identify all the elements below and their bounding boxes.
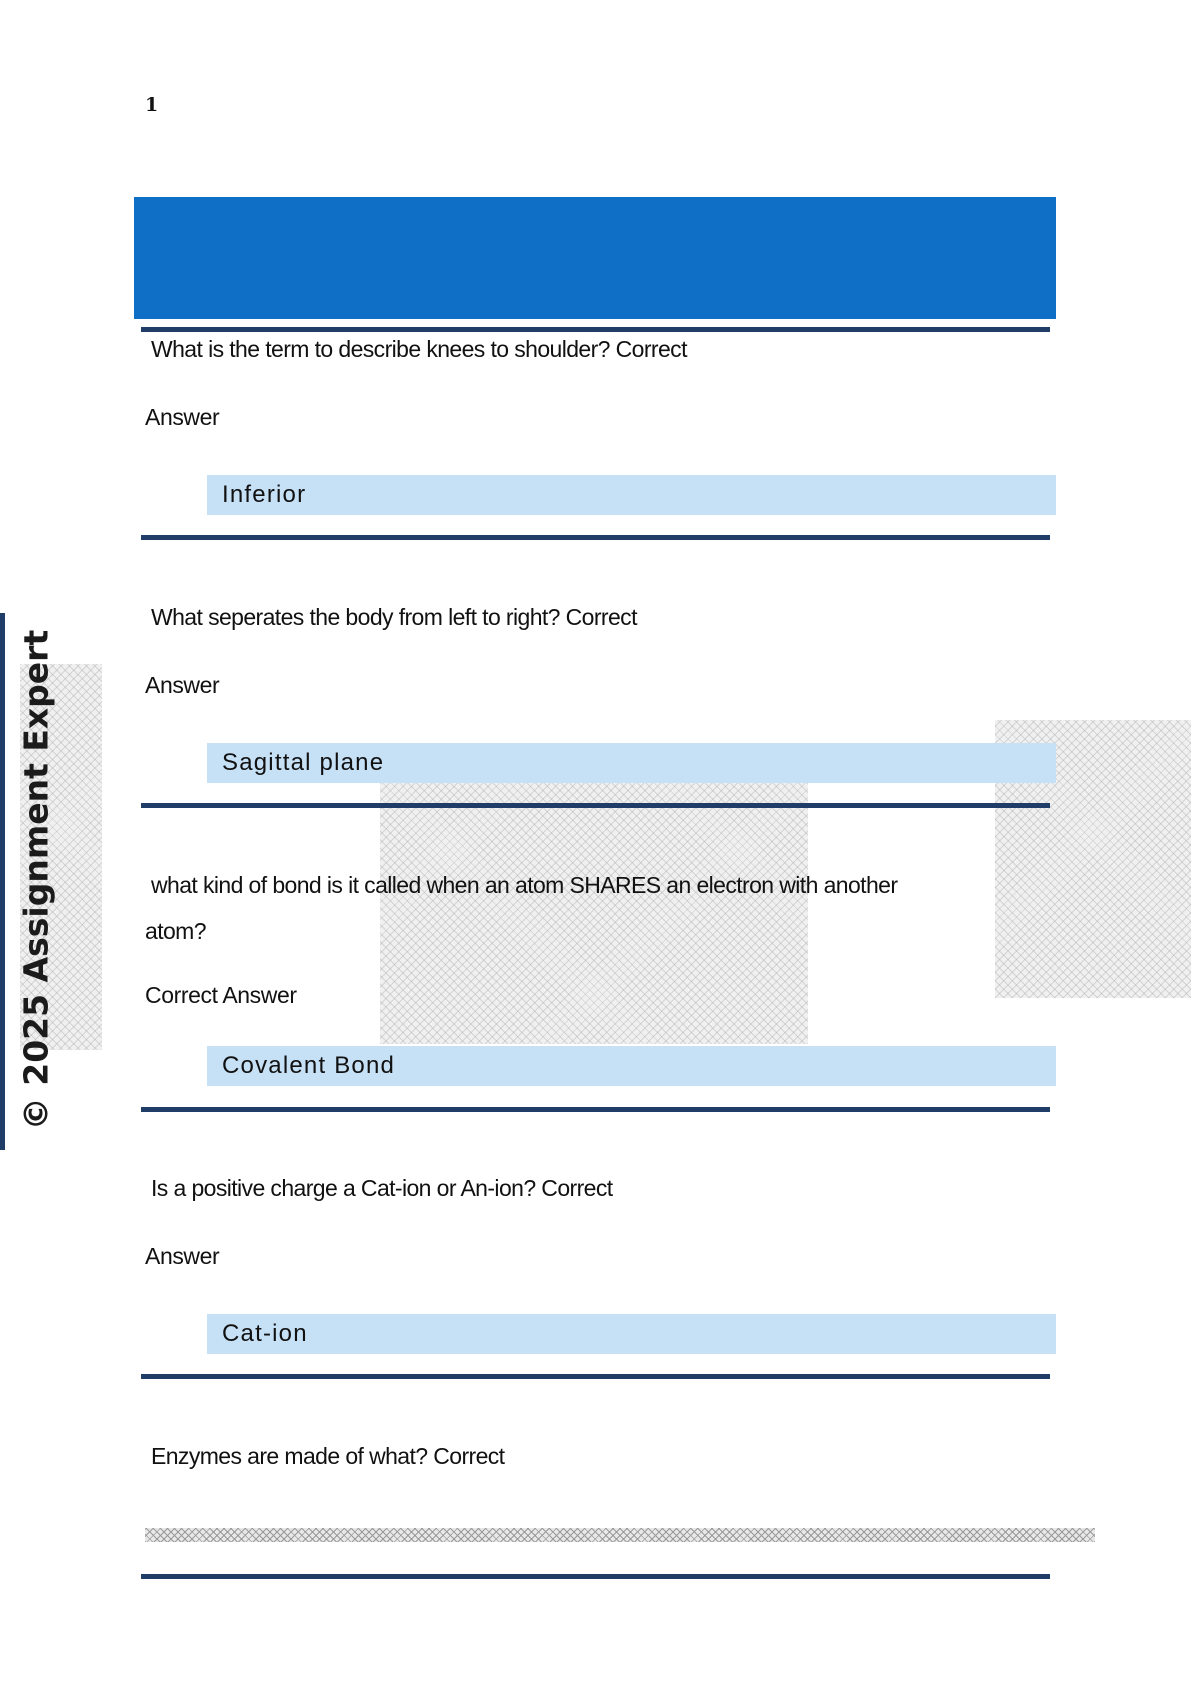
question-text: Enzymes are made of what? Correct [151, 1443, 505, 1469]
divider-rule [141, 1574, 1050, 1579]
answer-text: Cat-ion [222, 1320, 308, 1347]
header-band [134, 197, 1056, 319]
divider-rule [141, 803, 1050, 808]
answer-text: Sagittal plane [222, 749, 385, 776]
divider-rule [141, 535, 1050, 540]
question-text: What seperates the body from left to right? Correct [151, 604, 637, 630]
answer-text: Covalent Bond [222, 1052, 396, 1079]
answer-label: Correct Answer [145, 982, 297, 1008]
divider-rule [141, 1374, 1050, 1379]
answer-box [207, 1046, 1056, 1086]
question-text: What is the term to describe knees to shoulder? Correct [151, 336, 687, 362]
answer-box [207, 475, 1056, 515]
divider-rule [141, 327, 1050, 332]
answer-box [207, 1314, 1056, 1354]
redacted-answer-strip [145, 1528, 1095, 1542]
watermark-bar [0, 613, 5, 1150]
question-text: what kind of bond is it called when an atom SHARES an electron with another [151, 872, 898, 898]
answer-label: Answer [145, 672, 220, 698]
question-text-continued: atom? [145, 918, 206, 944]
divider-rule [141, 1107, 1050, 1112]
page-number: 1 [145, 94, 159, 116]
answer-label: Answer [145, 404, 220, 430]
answer-text: Inferior [222, 481, 307, 508]
watermark-text: © 2025 Assignment Expert [16, 629, 56, 1131]
watermark-pattern-center [380, 782, 808, 1044]
answer-label: Answer [145, 1243, 220, 1269]
question-text: Is a positive charge a Cat-ion or An-ion? Correct [151, 1175, 613, 1201]
answer-box [207, 743, 1056, 783]
